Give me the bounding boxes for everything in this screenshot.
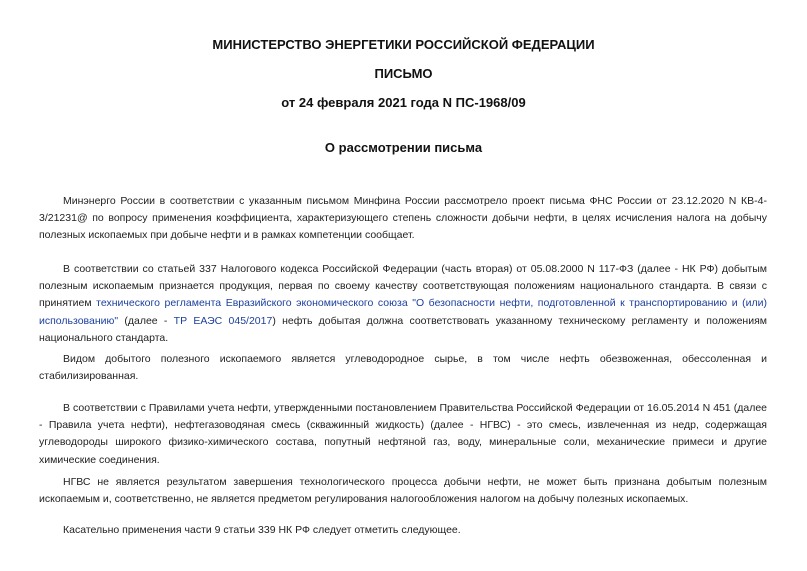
paragraph-5-text: НГВС не является результатом завершения технологического процесса добычи нефти, не может быть признана добытым полезным ископаемым и, соответственно, не является предметом регулирования налогообложения налогом на добычу полезных ископаемых.: [39, 476, 767, 506]
paragraph-2: [39, 261, 767, 347]
doc-type-heading: ПИСЬМО: [374, 66, 433, 81]
paragraph-6: [39, 522, 767, 539]
paragraph-2-text-mid: (далее -: [118, 314, 174, 327]
paragraph-4-text: В соответствии с Правилами учета нефти, утвержденными постановлением Правительства Российской Федерации от 16.05.2014 N 451 (далее - Правила учета нефти), нефтегазоводяная смесь (скважинный жидкость) (далее - НГВС) - это смесь, извлеченная из недр, содержащая углеводороды широкого физико-химического состава, попутный нефтяной газ, воду, минеральные соли, механические примеси и другие химические соединения.: [39, 402, 767, 466]
technical-regulation-link[interactable]: технического регламента Евразийского экономического союза "О безопасности нефти, подготовленной к транспортированию и (или) использованию": [39, 297, 767, 327]
paragraph-1-text: Минэнерго России в соответствии с указанным письмом Минфина России рассмотрело проект письма ФНС России от 23.12.2020 N КВ-4-3/21231@ по вопросу применения коэффициента, характеризующего степень сложности добычи нефти, в целях исчисления налога на добычу полезных ископаемых при добыче нефти и в рамках компетенции сообщает.: [39, 195, 767, 242]
paragraph-2-text-start: В соответствии со статьей 337 Налогового кодекса Российской Федерации (часть вторая) от 05.08.2000 N 117-ФЗ (далее - НК РФ) добытым полезным ископаемым признается продукция, первая по своему качеству соответствующая положениям национального стандарта. В связи с принятием: [39, 263, 767, 310]
paragraph-1: [39, 193, 767, 245]
paragraph-3-text: Видом добытого полезного ископаемого является углеводородное сырье, в том числе нефть обезвоженная, обессоленная и стабилизированная.: [39, 353, 767, 383]
paragraph-3: [39, 351, 767, 385]
subject-heading: О рассмотрении письма: [324, 140, 483, 155]
paragraph-5: [39, 474, 767, 508]
paragraph-4: [39, 400, 767, 469]
issuer-heading: МИНИСТЕРСТВО ЭНЕРГЕТИКИ РОССИЙСКОЙ ФЕДЕРАЦИИ: [212, 37, 595, 52]
tr-eaes-link[interactable]: ТР ЕАЭС 045/2017: [173, 314, 273, 327]
paragraph-6-text: Касательно применения части 9 статьи 339 НК РФ следует отметить следующее.: [63, 524, 461, 536]
paragraph-2-text-end: ) нефть добытая должна соответствовать указанному техническому регламенту и положениям национального стандарта.: [39, 314, 767, 344]
date-number-heading: от 24 февраля 2021 года N ПС-1968/09: [281, 95, 526, 110]
